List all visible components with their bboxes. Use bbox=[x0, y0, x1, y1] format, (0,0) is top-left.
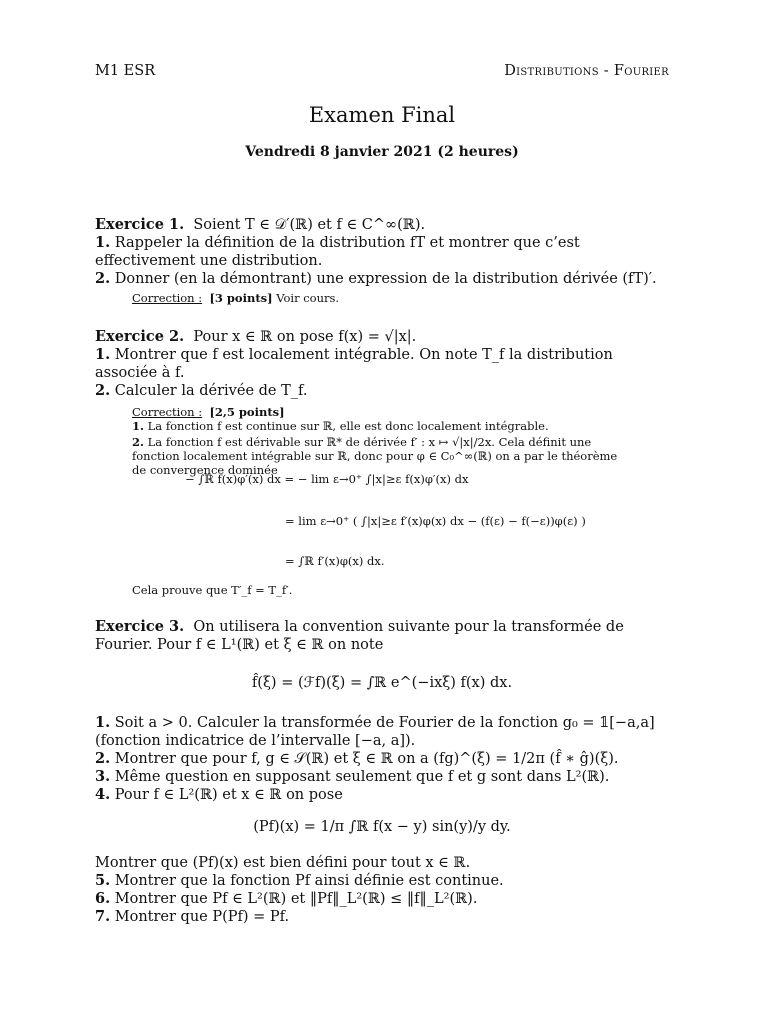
exercise-3-label: Exercice 3. bbox=[95, 618, 185, 635]
question-number: 1. bbox=[95, 234, 111, 251]
exercise-3-question-5: Montrer que la fonction Pf ainsi définie est continue. bbox=[114, 873, 504, 889]
question-number: 2. bbox=[95, 750, 111, 767]
exercise-3-question-3: Même question en supposant seulement que f et g sont dans L²(ℝ). bbox=[114, 769, 610, 785]
exercise-3-intro: On utilisera la convention suivante pour la transformée de Fourier. Pour f ∈ L¹(ℝ) et ξ ∈ ℝ on note bbox=[95, 619, 624, 653]
question-number: 2. bbox=[95, 270, 111, 287]
equation-line-3: = ∫ℝ f′(x)φ(x) dx. bbox=[285, 554, 385, 568]
exercise-1-correction bbox=[132, 291, 621, 305]
correction-text: Voir cours. bbox=[276, 291, 340, 305]
exercise-2-question-2: Calculer la dérivée de T_f. bbox=[114, 383, 308, 399]
exercise-1 bbox=[95, 216, 669, 305]
exercise-3-question-4: Pour f ∈ L²(ℝ) et x ∈ ℝ on pose bbox=[114, 787, 343, 803]
fourier-definition: f̂(ξ) = (ℱf)(ξ) = ∫ℝ e^(−ixξ) f(x) dx. bbox=[251, 675, 513, 691]
question-number: 1. bbox=[95, 714, 111, 731]
page-header bbox=[95, 62, 669, 82]
correction-number: 2. bbox=[132, 435, 145, 449]
question-number: 7. bbox=[95, 908, 111, 925]
correction-item-2: La fonction f est dérivable sur ℝ* de dérivée f′ : x ↦ √|x|/2x. Cela définit une fonction localement intégrable sur ℝ, donc pour φ ∈ C₀^∞(ℝ) on a par le théorème de convergence dominée bbox=[132, 435, 618, 477]
correction-label: Correction : bbox=[132, 291, 203, 305]
exercise-2-label: Exercice 2. bbox=[95, 328, 185, 345]
question-number: 4. bbox=[95, 786, 111, 803]
exercise-3-question-6: Montrer que Pf ∈ L²(ℝ) et ‖Pf‖_L²(ℝ) ≤ ‖f‖_L²(ℝ). bbox=[114, 891, 478, 907]
header-course: M1 ESR bbox=[95, 63, 156, 79]
exam-page bbox=[95, 0, 669, 1024]
question-number: 2. bbox=[95, 382, 111, 399]
exercise-1-intro: Soient T ∈ 𝒟′(ℝ) et f ∈ C^∞(ℝ). bbox=[193, 217, 426, 233]
exercise-2 bbox=[95, 328, 669, 477]
question-number: 5. bbox=[95, 872, 111, 889]
exercise-3 bbox=[95, 618, 669, 926]
equation-line-1: − ∫ℝ f(x)φ′(x) dx = − lim ε→0⁺ ∫|x|≥ε f(x)φ′(x) dx bbox=[185, 472, 469, 486]
exercise-2-conclusion bbox=[132, 583, 292, 597]
equation-line-2: = lim ε→0⁺ ( ∫|x|≥ε f′(x)φ(x) dx − (f(ε) − f(−ε))φ(ε) ) bbox=[285, 514, 586, 528]
correction-label: Correction : bbox=[132, 405, 203, 419]
exercise-1-question-2: Donner (en la démontrant) une expression de la distribution dérivée (fT)′. bbox=[114, 271, 657, 287]
exercise-3-question-4b: Montrer que (Pf)(x) est bien défini pour tout x ∈ ℝ. bbox=[95, 855, 471, 871]
question-number: 1. bbox=[95, 346, 111, 363]
conclusion-text: Cela prouve que T′_f = T_f′. bbox=[132, 583, 293, 597]
exercise-1-label: Exercice 1. bbox=[95, 216, 185, 233]
exercise-2-correction bbox=[132, 405, 621, 477]
correction-number: 1. bbox=[132, 419, 145, 433]
exercise-1-question-1: Rappeler la définition de la distribution fT et montrer que c’est effectivement une distribution. bbox=[95, 235, 580, 269]
question-number: 3. bbox=[95, 768, 111, 785]
exercise-2-question-1: Montrer que f est localement intégrable. On note T_f la distribution associée à f. bbox=[95, 347, 613, 381]
exercise-3-question-2: Montrer que pour f, g ∈ 𝒮(ℝ) et ξ ∈ ℝ on a (fg)^(ξ) = 1/2π (f̂ ∗ ĝ)(ξ). bbox=[114, 751, 619, 767]
exercise-3-question-1: Soit a > 0. Calculer la transformée de Fourier de la fonction g₀ = 𝟙[−a,a] (fonction indicatrice de l’intervalle [−a, a]). bbox=[95, 715, 655, 749]
header-subject: Distributions - Fourier bbox=[504, 63, 669, 79]
exercise-3-question-7: Montrer que P(Pf) = Pf. bbox=[114, 909, 290, 925]
exercise-2-intro: Pour x ∈ ℝ on pose f(x) = √|x|. bbox=[193, 329, 417, 345]
operator-P-definition: (Pf)(x) = 1/π ∫ℝ f(x − y) sin(y)/y dy. bbox=[253, 819, 511, 835]
exam-date: Vendredi 8 janvier 2021 (2 heures) bbox=[245, 144, 519, 160]
correction-item-1: La fonction f est continue sur ℝ, elle est donc localement intégrable. bbox=[147, 419, 549, 433]
question-number: 6. bbox=[95, 890, 111, 907]
correction-points: [2,5 points] bbox=[209, 405, 285, 419]
correction-points: [3 points] bbox=[209, 291, 273, 305]
page-title: Examen Final bbox=[308, 103, 456, 127]
